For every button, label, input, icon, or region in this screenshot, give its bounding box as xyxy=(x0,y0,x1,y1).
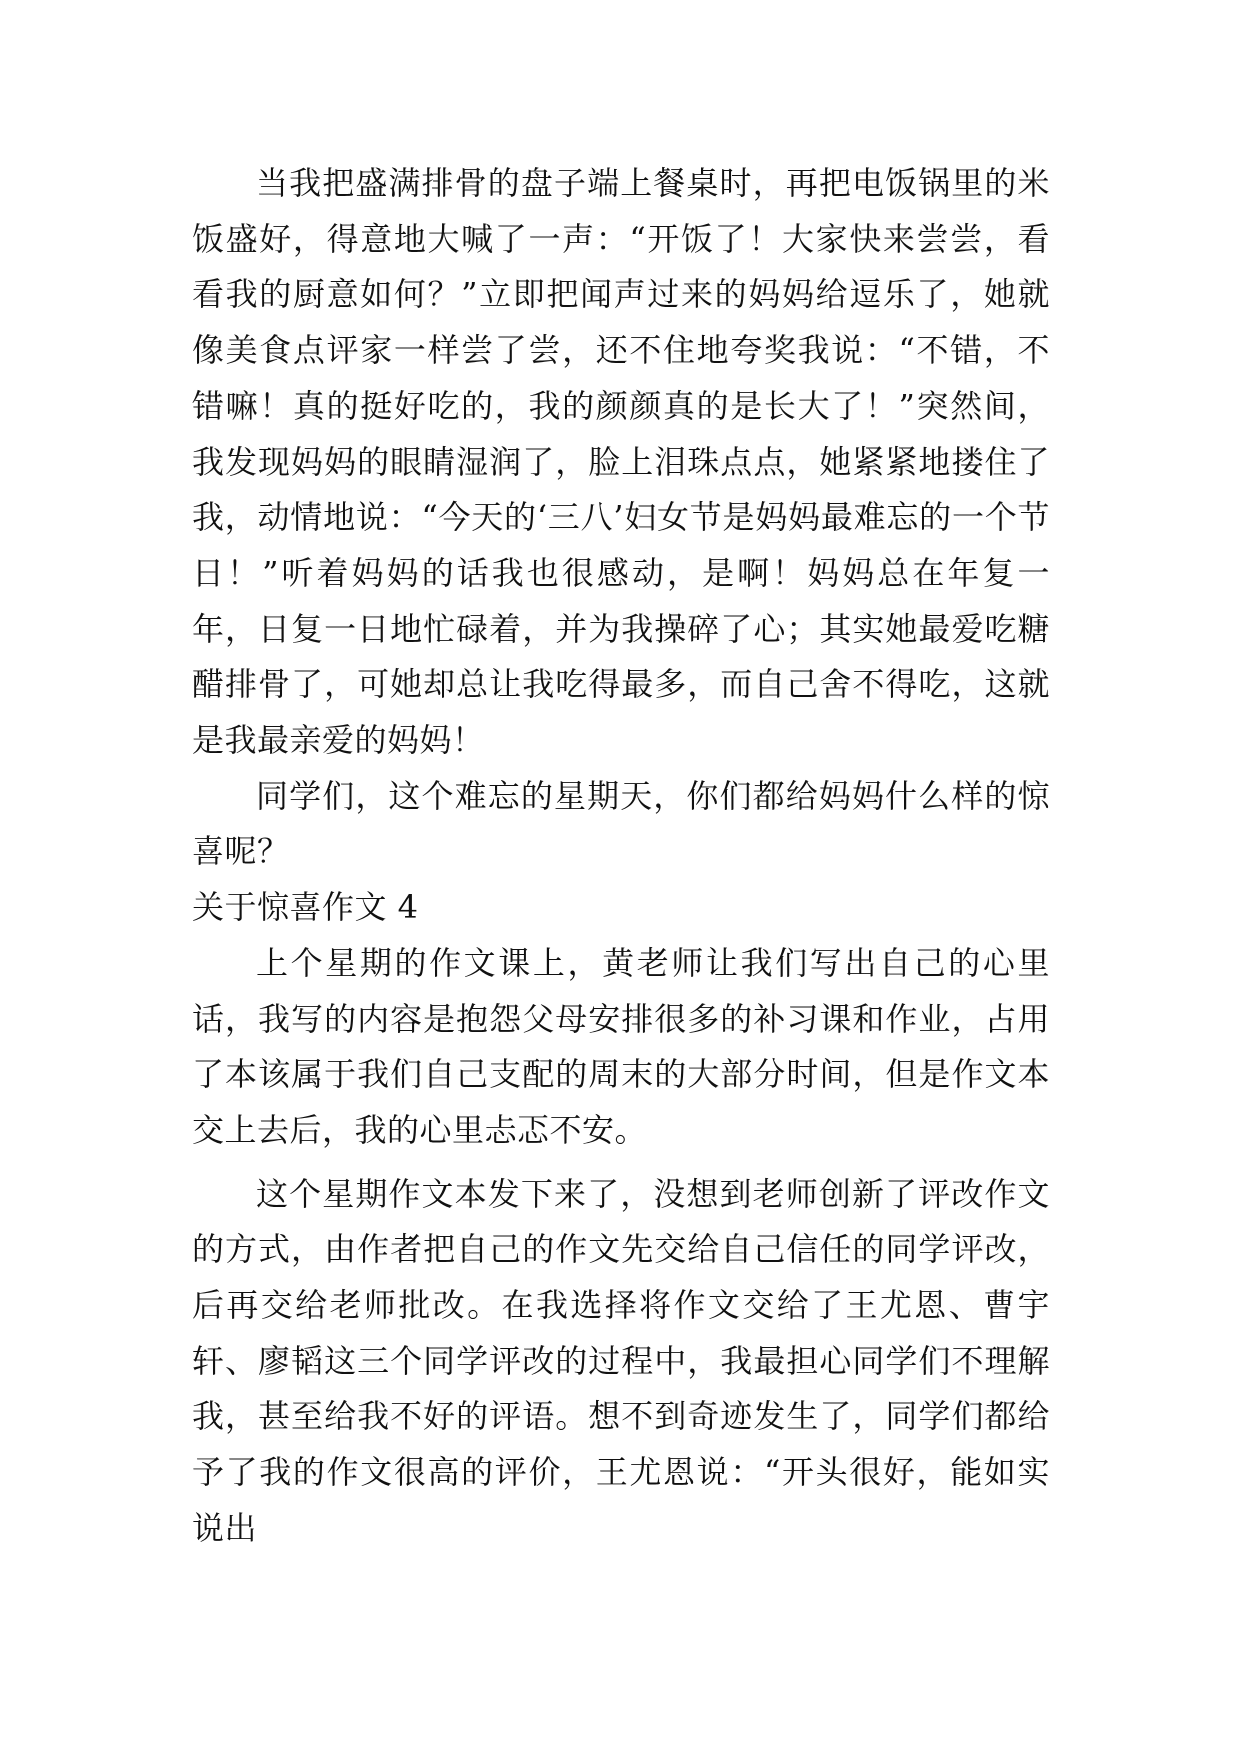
document-page xyxy=(192,156,1050,1557)
paragraph-composition-class: 上个星期的作文课上，黄老师让我们写出自己的心里话，我写的内容是抱怨父母安排很多的补习课和作业，占用了本该属于我们自己支配的周末的大部分时间，但是作文本交上去后，我的心里忐忑不安。 xyxy=(192,943,1050,1149)
section-title: 关于惊喜作文 4 xyxy=(192,888,419,927)
paragraph-peer-review: 这个星期作文本发下来了，没想到老师创新了评改作文的方式，由作者把自己的作文先交给自己信任的同学评改，后再交给老师批改。在我选择将作文交给了王尤恩、曹宇轩、廖韬这三个同学评改的过程中，我最担心同学们不理解我，甚至给我不好的评语。想不到奇迹发生了，同学们都给予了我的作文很高的评价，王尤恩说：“开头很好，能如实说出 xyxy=(192,1174,1050,1547)
paragraph-question-to-classmates: 同学们，这个难忘的星期天，你们都给妈妈什么样的惊喜呢？ xyxy=(192,776,1050,871)
paragraph-dinner-story: 当我把盛满排骨的盘子端上餐桌时，再把电饭锅里的米饭盛好，得意地大喊了一声：“开饭了！大家快来尝尝，看看我的厨意如何？”立即把闻声过来的妈妈给逗乐了，她就像美食点评家一样尝了尝，还不住地夸奖我说：“不错，不错嘛！真的挺好吃的，我的颜颜真的是长大了！”突然间，我发现妈妈的眼睛湿润了，脸上泪珠点点，她紧紧地搂住了我，动情地说：“今天的‘三八’妇女节是妈妈最难忘的一个节日！”听着妈妈的话我也很感动，是啊！妈妈总在年复一年，日复一日地忙碌着，并为我操碎了心；其实她最爱吃糖醋排骨了，可她却总让我吃得最多，而自己舍不得吃，这就是我最亲爱的妈妈！ xyxy=(192,164,1050,760)
